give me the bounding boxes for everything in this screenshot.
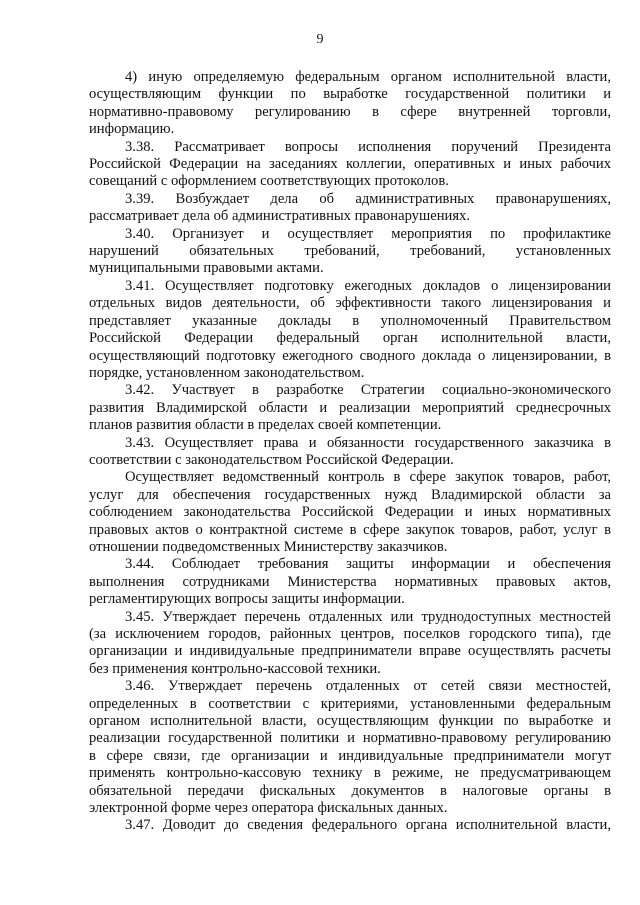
text-line: совещаний с оформлением соответствующих протоколов. — [89, 173, 449, 190]
text-line: отношении подведомственных Министерству заказчиков. — [89, 538, 448, 555]
page-number: 9 — [316, 32, 324, 47]
text-line: 4) иную определяемую федеральным органом исполнительной власти, — [125, 69, 611, 85]
text-line: правовых актов о контрактной системе в сфере закупок товаров, работ, услуг в — [89, 521, 611, 538]
text-line: информацию. — [89, 121, 175, 138]
text-line: нормативно-правовому регулированию в сфере внутренней торговли, — [89, 103, 611, 120]
text-line: отдельных видов деятельности, об эффективности такого лицензирования и — [89, 295, 611, 312]
text-line: 3.46. Утверждает перечень отдаленных от сетей связи местностей, — [125, 678, 611, 695]
text-line: 3.40. Организует и осуществляет мероприятия по профилактике — [125, 225, 611, 242]
text-line: соблюдением законодательства Российской Федерации и иных нормативных — [89, 504, 611, 521]
text-line: услуг для обеспечения государственных нужд Владимирской области за — [89, 486, 611, 503]
text-line: Российской Федерации федеральный орган исполнительной власти, — [89, 330, 611, 347]
text-line: 3.42. Участвует в разработке Стратегии социально-экономического — [125, 382, 611, 399]
text-line: представляет указанные доклады в уполномоченный Правительством — [89, 312, 611, 329]
text-line: рассматривает дела об административных правонарушениях. — [89, 208, 470, 225]
text-line: Российской Федерации на заседаниях коллегии, оперативных и иных рабочих — [89, 156, 611, 173]
text-line: порядке, установленном законодательством. — [89, 364, 365, 381]
text-line: соответствии с законодательством Российской Федерации. — [89, 451, 454, 468]
text-line: выполнения сотрудниками Министерства нормативных правовых актов, — [89, 573, 611, 590]
text-line: обязательной передачи фискальных документов в налоговые органы в — [89, 782, 611, 799]
text-line: 3.43. Осуществляет права и обязанности государственного заказчика в — [125, 434, 611, 451]
text-line: организации и индивидуальные предприниматели вправе осуществлять расчеты — [89, 643, 611, 660]
text-line: 3.39. Возбуждает дела об административных правонарушениях, — [125, 190, 611, 207]
text-line: муниципальными правовыми актами. — [89, 260, 324, 277]
text-line: применять контрольно-кассовую технику в режиме, не предусматривающем — [89, 765, 611, 782]
text-line: электронной форме через оператора фискальных данных. — [89, 800, 448, 817]
text-line: без применения контрольно-кассовой техники. — [89, 660, 381, 677]
text-line: 3.47. Доводит до сведения федерального органа исполнительной власти, — [125, 817, 611, 834]
text-line: в сфере связи, где организации и индивидуальные предприниматели могут — [89, 747, 611, 764]
text-line: регламентирующих вопросы защиты информации. — [89, 591, 405, 608]
text-line: 3.44. Соблюдает требования защиты информации и обеспечения — [125, 556, 611, 573]
text-line: 3.38. Рассматривает вопросы исполнения поручений Президента — [125, 138, 611, 155]
text-line: нарушений обязательных требований, требований, установленных — [89, 243, 611, 260]
text-line: развития Владимирской области и реализации мероприятий среднесрочных — [89, 399, 611, 416]
text-line: Осуществляет ведомственный контроль в сфере закупок товаров, работ, — [125, 469, 611, 486]
text-line: органом исполнительной власти, осуществляющим функции по выработке и — [89, 713, 611, 730]
text-line: планов развития области в пределах своей компетенции. — [89, 417, 442, 434]
document-body — [89, 69, 611, 835]
text-line: осуществляющим функции по выработке государственной политики и — [89, 86, 611, 103]
text-line: 3.41. Осуществляет подготовку ежегодных докладов о лицензировании — [125, 277, 611, 294]
text-line: реализации государственной политики и нормативно-правовому регулированию — [89, 730, 611, 747]
text-line: определенных в соответствии с критериями, установленными федеральным — [89, 695, 611, 712]
text-line: 3.45. Утверждает перечень отдаленных или труднодоступных местностей — [125, 608, 611, 625]
text-line: (за исключением городов, районных центров, поселков городского типа), где — [89, 626, 611, 642]
text-line: осуществляющий подготовку ежегодного сводного доклада о лицензировании, в — [89, 347, 611, 364]
